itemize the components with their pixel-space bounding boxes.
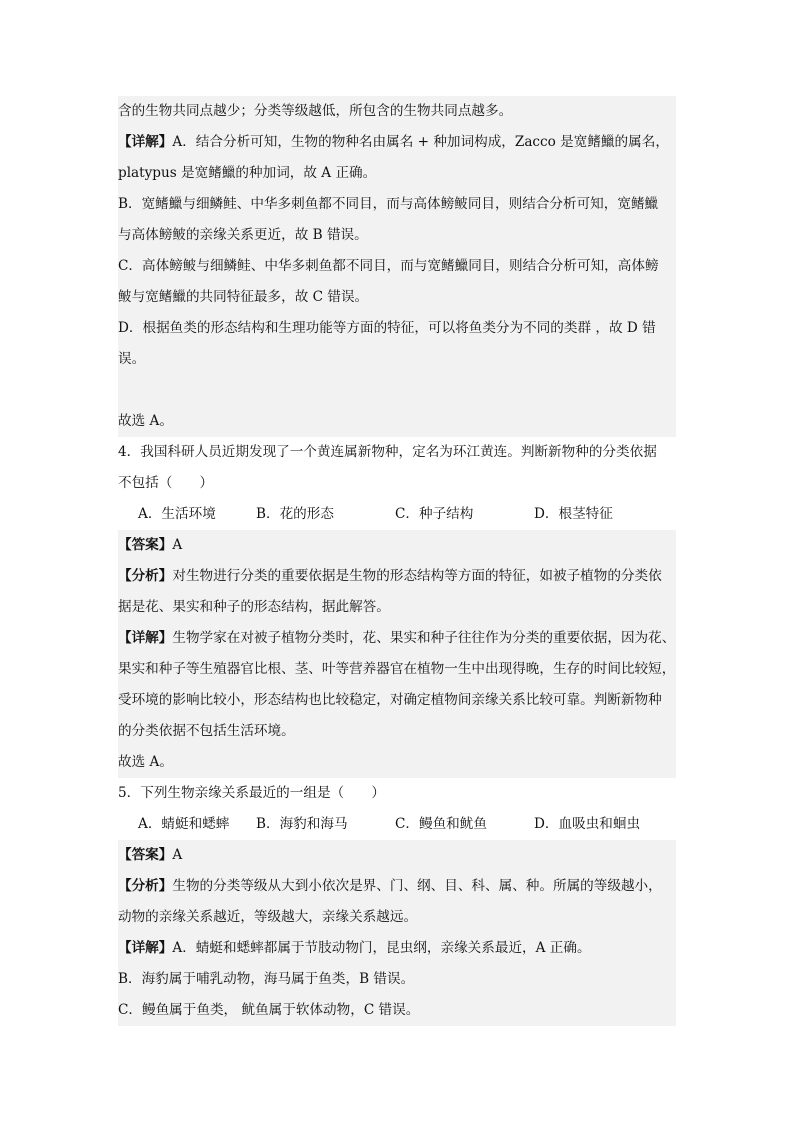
- text-line: [118, 716, 676, 747]
- text-line: [118, 871, 676, 902]
- line-text: 鲏与宽鳍鱲的共同特征最多，故 C 错误。: [118, 289, 369, 305]
- option-1: A．蜻蜓和蟋蟀: [138, 816, 230, 832]
- text-line: [118, 902, 676, 933]
- text-line: [118, 96, 676, 127]
- text-line: [118, 623, 676, 654]
- line-text: 的分类依据不包括生活环境。: [118, 723, 295, 739]
- text-line: [118, 964, 676, 995]
- text-line: [118, 561, 676, 592]
- blank-line: [118, 375, 676, 406]
- document-page: [118, 96, 676, 1026]
- option-4: D．根茎特征: [534, 506, 613, 522]
- line-text: 与高体鳑鲏的亲缘关系更近，故 B 错误。: [118, 227, 368, 243]
- text-line: [118, 251, 676, 282]
- section-tag: 【分析】: [118, 878, 173, 894]
- section-tag: 【答案】: [118, 847, 173, 863]
- option-2: B．海豹和海马: [256, 816, 348, 832]
- line-text: 误。: [118, 351, 146, 367]
- line-text: A．蜻蜓和蟋蟀都属于节肢动物门，昆虫纲，亲缘关系最近，A 正确。: [172, 940, 591, 956]
- text-line: [118, 530, 676, 561]
- line-text: B．海豹属于哺乳动物，海马属于鱼类，B 错误。: [118, 971, 415, 987]
- line-text: 含的生物共同点越少；分类等级越低，所包含的生物共同点越多。: [118, 103, 513, 119]
- text-line: [118, 592, 676, 623]
- section-tag: 【详解】: [118, 940, 173, 956]
- answer-options: [118, 809, 676, 840]
- section-tag: 【答案】: [118, 537, 173, 553]
- section-tag: 【详解】: [118, 630, 173, 646]
- option-1: A．生活环境: [138, 506, 216, 522]
- line-text: 对生物进行分类的重要依据是生物的形态结构等方面的特征，如被子植物的分类依: [172, 568, 662, 584]
- text-line: [118, 437, 676, 468]
- line-text: A．结合分析可知，生物的物种名由属名 + 种加词构成，Zacco 是宽鳍鱲的属名，: [172, 134, 669, 150]
- text-line: [118, 406, 676, 437]
- line-text: 故选 A。: [118, 754, 173, 770]
- text-line: [118, 995, 676, 1026]
- option-3: C．种子结构: [395, 506, 474, 522]
- text-line: [118, 933, 676, 964]
- line-text: 5．下列生物亲缘关系最近的一组是（ ）: [118, 785, 385, 801]
- line-text: C．高体鳑鲏与细鳞鲑、中华多刺鱼都不同目，而与宽鳍鱲同目，则结合分析可知，高体鳑: [118, 258, 659, 274]
- text-line: [118, 282, 676, 313]
- section-tag: 【分析】: [118, 568, 173, 584]
- text-line: [118, 158, 676, 189]
- text-line: [118, 654, 676, 685]
- option-3: C．鳗鱼和鱿鱼: [395, 816, 487, 832]
- line-text: 不包括（ ）: [118, 475, 214, 491]
- line-text: D．根据鱼类的形态结构和生理功能等方面的特征，可以将鱼类分为不同的类群 ，故 D 错: [118, 320, 656, 336]
- line-text: 受环境的影响比较小，形态结构也比较稳定，对确定植物间亲缘关系比较可靠。判断新物种: [118, 692, 662, 708]
- line-text: A: [172, 537, 183, 553]
- line-text: B．宽鳍鱲与细鳞鲑、中华多刺鱼都不同目，而与高体鳑鲏同目，则结合分析可知，宽鳍鱲: [118, 196, 659, 212]
- text-line: [118, 840, 676, 871]
- line-text: 生物学家在对被子植物分类时，花、果实和种子往往作为分类的重要依据，因为花、: [172, 630, 676, 646]
- text-line: [118, 747, 676, 778]
- text-line: [118, 468, 676, 499]
- line-text: A: [172, 847, 183, 863]
- text-line: [118, 189, 676, 220]
- option-2: B．花的形态: [256, 506, 334, 522]
- answer-options: [118, 499, 676, 530]
- line-text: 据是花、果实和种子的形态结构，据此解答。: [118, 599, 390, 615]
- line-text: 动物的亲缘关系越近，等级越大，亲缘关系越远。: [118, 909, 418, 925]
- text-line: [118, 778, 676, 809]
- text-line: [118, 313, 676, 344]
- line-text: 4．我国科研人员近期发现了一个黄连属新物种，定名为环江黄连。判断新物种的分类依据: [118, 444, 657, 460]
- line-text: 果实和种子等生殖器官比根、茎、叶等营养器官在植物一生中出现得晚，生存的时间比较短，: [118, 661, 676, 677]
- text-line: [118, 685, 676, 716]
- option-4: D．血吸虫和蛔虫: [534, 816, 641, 832]
- line-text: 生物的分类等级从大到小依次是界、门、纲、目、科、属、种。所属的等级越小，: [172, 878, 662, 894]
- text-line: [118, 220, 676, 251]
- text-line: [118, 127, 676, 158]
- line-text: 故选 A。: [118, 413, 173, 429]
- section-tag: 【详解】: [118, 134, 173, 150]
- line-text: C．鳗鱼属于鱼类， 鱿鱼属于软体动物，C 错误。: [118, 1002, 420, 1018]
- text-line: [118, 344, 676, 375]
- line-text: platypus 是宽鳍鱲的种加词，故 A 正确。: [118, 165, 377, 181]
